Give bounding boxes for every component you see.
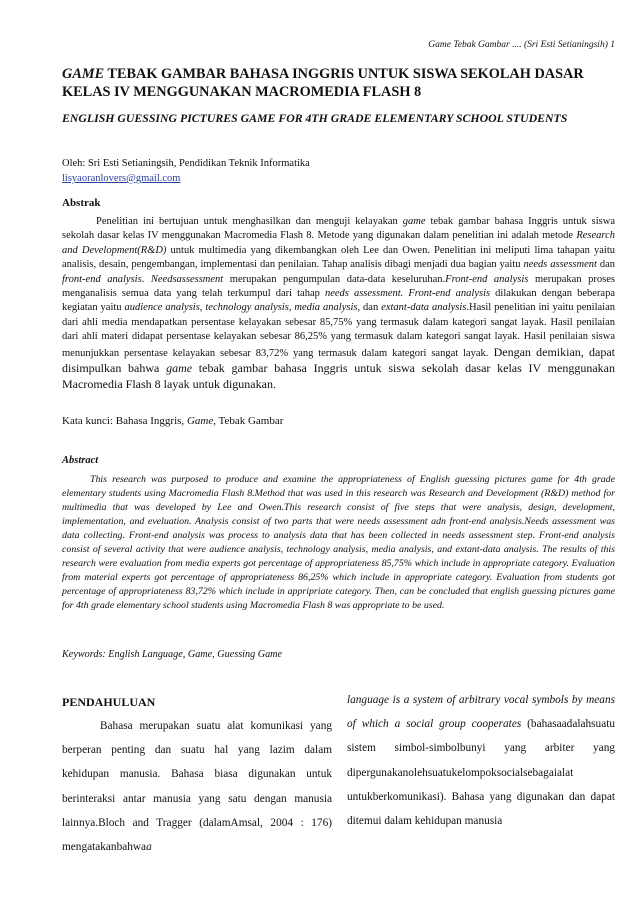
- abstrak-em: game: [166, 361, 193, 376]
- abstract-body: This research was purposed to produce and examine the appropriateness of English guessing pictures game for 4th grade elementary students using Macromedia Flash 8.Method that was used in this research was Research and Development (R&D) method for multimedia that was developed by Lee and Owen.This research consist of five steps that were analysis, design, development, implementation, and eveluation. Analysis consist of two parts that were needs assessment adn front-end analysis.Needs assessment was data collecting. Front-end analysis was process to analysis data that has been collected in needs assessment step. Front-end analysis consist of several activity that were audience analysis, technology analysis, media analysis, and extant-data analysis. The results of this research were evaluation from media experts got percentage of appropriateness 85,75% which include in appropriate category. Evaluation from material experts got percentage of appropriateness 86,25% which include in appropriate category. Evaluation from students got percentage of appropriateness 83,72% which include in appripriate category. Then, can be concluded that english guessing pictures game for 4th grade elementary school students using Macromedia Flash 8 was appropriate to be used.: [62, 474, 615, 611]
- abstrak-text: .Hasil penelitian ini yaitu penilaian dari ahli media mendapatkan persentase kelayakan sebesar 85,75% yang termasuk dalam kategori sangat layak. Hasil penilaian dari ahli materi didapat persentase kelayakan sebesar 86,25% yang termasuk dalam kategori sangat layak. Hasil penilaian siswa menunjukkan persentase kelayakan sebesar 83,72% yang termasuk dalam kategori sangat layak.: [62, 302, 615, 359]
- author-email-link[interactable]: lisyaoranlovers@gmail.com: [62, 173, 181, 184]
- abstrak-em: Research and Development(R&D): [62, 230, 615, 256]
- abstrak-text: dan: [596, 259, 615, 271]
- abstrak-text: dan: [360, 302, 382, 314]
- abstrak-text: tebak gambar bahasa Inggris untuk siswa sekolah dasar kelas IV menggunakan Macromedia Flash 8 layak untuk digunakan.: [62, 361, 615, 392]
- abstrak-em: game: [402, 216, 426, 227]
- quote-em: language is a system of arbitrary vocal symbols by means of which a social group cooperates: [347, 694, 615, 731]
- column-left: [62, 688, 332, 859]
- title-indonesian: [62, 66, 615, 101]
- abstrak-em: Front-end analysis: [445, 273, 529, 285]
- abstrak-em: extant-data analysis: [381, 302, 467, 314]
- pendahuluan-paragraph: [62, 714, 332, 859]
- title-english: ENGLISH GUESSING PICTURES GAME FOR 4TH GRADE ELEMENTARY SCHOOL STUDENTS: [62, 111, 568, 125]
- author-block: [62, 156, 310, 186]
- abstrak-text: tebak gambar bahasa Inggris untuk siswa sekolah dasar kelas IV menggunakan Macromedia Flash 8. Metode yang digunakan dalam penelitian ini adalah metode: [62, 216, 615, 242]
- title-rest: TEBAK GAMBAR BAHASA INGGRIS UNTUK SISWA SEKOLAH DASAR KELAS IV MENGGUNAKAN MACROMEDIA FLASH 8: [62, 66, 584, 100]
- abstract-heading: Abstract: [62, 455, 99, 466]
- pendahuluan-text: Bahasa merupakan suatu alat komunikasi yang berperan penting dan suatu hal yang lazim dalam kehidupan manusia. Bahasa biasa digunakan untuk berinteraksi antar manusia yang satu dengan manusia lainnya.Bloch and Tragger (dalamAmsal, 2004 : 176) mengatakanbahwa: [62, 720, 332, 854]
- running-head: Game Tebak Gambar .... (Sri Esti Setianingsih) 1: [428, 40, 615, 50]
- abstrak-body: [62, 215, 615, 394]
- abstrak-text: untuk multimedia yang dikembangkan oleh Lee dan Owen. Penelitian ini meliputi lima tahapan yaitu analisis, desain, pengembangan, implementasi dan penilaian. Tahap analisis dibagi menjadi dua bagian yaitu: [62, 244, 615, 271]
- pendahuluan-continued: [347, 688, 615, 833]
- title-game-word: GAME: [62, 66, 105, 82]
- kata-kunci: [62, 415, 283, 427]
- abstrak-text: Dengan demikian, dapat disimpulkan bahwa: [62, 344, 615, 376]
- kata-kunci-text: Kata kunci: Bahasa Inggris,: [62, 415, 187, 427]
- abstrak-em: needs assessment. Front-end analysis: [324, 288, 491, 300]
- pendahuluan-em: a: [146, 841, 152, 854]
- column-right: [347, 688, 615, 833]
- kata-kunci-text: , Tebak Gambar: [213, 415, 284, 427]
- abstrak-text: dilakukan dengan beberapa kegiatan yaitu: [62, 288, 615, 314]
- abstrak-em: Needsassessment: [150, 273, 224, 285]
- pendahuluan-text: (bahasaadalahsuatu sistem simbol-simbolbunyi yang arbiter yang dipergunakanolehsuatukelompoksocialsebagaialat untukberkomunikasi). Bahasa yang digunakan dan dapat ditemui dalam kehidupan manusia: [347, 718, 615, 828]
- kata-kunci-em: Game: [186, 415, 214, 427]
- abstrak-text: .: [141, 273, 151, 285]
- abstrak-text: Penelitian ini bertujuan untuk menghasilkan dan menguji kelayakan: [96, 216, 403, 227]
- keywords-english: Keywords: English Language, Game, Guessing Game: [62, 649, 283, 660]
- abstrak-text: merupakan proses menganalisis semua data yang telah terkumpul dari tahap: [62, 273, 615, 300]
- abstrak-em: needs assessment: [523, 259, 597, 271]
- abstrak-em: audience analysis, technology analysis, media analysis,: [124, 302, 361, 314]
- abstrak-text: merupakan pengumpulan data-data keseluruhan.: [223, 273, 446, 285]
- author-line: Oleh: Sri Esti Setianingsih, Pendidikan Teknik Informatika: [62, 158, 310, 169]
- section-heading-pendahuluan: PENDAHULUAN: [62, 695, 156, 709]
- abstrak-heading: Abstrak: [62, 197, 101, 209]
- abstrak-em: front-end analysis: [62, 273, 142, 285]
